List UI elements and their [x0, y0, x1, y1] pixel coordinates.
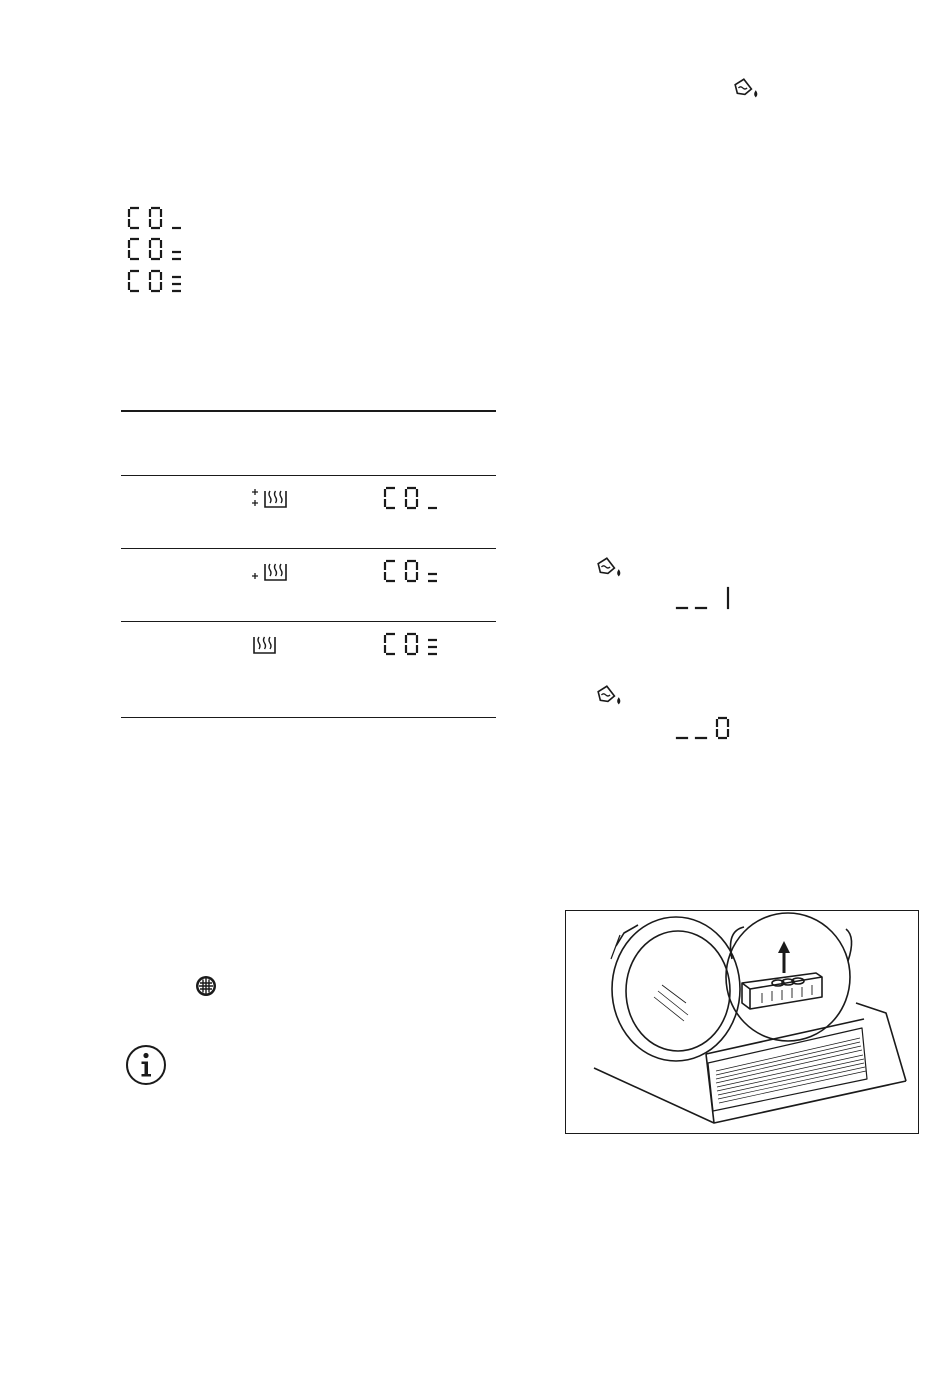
water-container-icon — [733, 78, 759, 100]
counter-readout-second — [676, 717, 740, 741]
table-row-code — [383, 487, 385, 488]
dryness-normal-icon — [250, 633, 282, 657]
display-code-level3 — [127, 270, 185, 294]
counter-readout-second-text — [676, 717, 678, 718]
table-row-code — [383, 560, 385, 561]
table-row-code — [383, 633, 385, 634]
water-container-icon — [596, 557, 622, 579]
display-code-level3-text — [127, 270, 129, 271]
filter-icon — [194, 974, 218, 998]
dryness-plus-icon — [250, 560, 292, 584]
display-code-level2 — [127, 238, 185, 262]
display-code-level1-text — [127, 207, 129, 208]
dryer-drawing — [566, 911, 918, 1133]
dryness-plus-plus-icon — [250, 487, 292, 511]
info-icon — [125, 1044, 167, 1086]
water-container-icon — [596, 685, 622, 707]
display-code-level1 — [127, 207, 185, 231]
table-row-rule — [121, 621, 496, 622]
table-bottom-rule — [121, 717, 496, 718]
display-code-level1 — [383, 487, 441, 511]
display-code-level2 — [383, 560, 441, 584]
counter-readout-first-text — [676, 587, 679, 588]
table-top-rule — [121, 410, 496, 412]
table-row-rule — [121, 548, 496, 549]
counter-readout-first — [676, 587, 740, 611]
dryer-filter-illustration — [565, 910, 919, 1134]
display-code-level2-text — [127, 238, 129, 239]
table-header-rule — [121, 475, 496, 476]
display-code-level3 — [383, 633, 441, 657]
